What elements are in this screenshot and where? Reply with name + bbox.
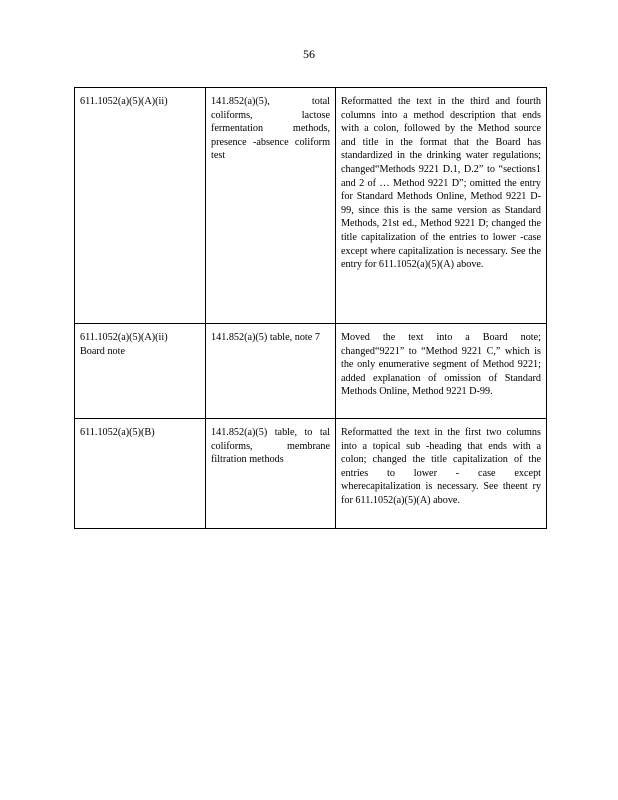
section-cell	[75, 88, 206, 324]
section-reference: 611.1052(a)(5)(B)	[80, 427, 155, 438]
section-note: Board note	[80, 345, 125, 357]
table-row	[75, 419, 547, 529]
source-cell: 141.852(a)(5) table, note 7	[206, 324, 336, 419]
table-row	[75, 88, 547, 324]
page-number: 56	[303, 47, 315, 61]
section-reference: 611.1052(a)(5)(A)(ii)	[80, 332, 168, 343]
table-row	[75, 324, 547, 419]
source-cell: 141.852(a)(5) table, to tal coliforms, membrane filtration methods	[206, 419, 336, 529]
section-cell	[75, 419, 206, 529]
cross-reference-table	[74, 87, 547, 529]
section-reference: 611.1052(a)(5)(A)(ii)	[80, 96, 168, 107]
source-cell: 141.852(a)(5), total coliforms, lactose fermentation methods, presence -absence coliform test	[206, 88, 336, 324]
description-cell: Reformatted the text in the first two columns into a topical sub -heading that ends with a colon; changed the title capitalization of the entries to lower - case except wherecapitalization is necessary. See theent ry for 611.1052(a)(5)(A) above.	[336, 419, 547, 529]
section-cell	[75, 324, 206, 419]
description-cell: Reformatted the text in the third and fourth columns into a method description that ends with a colon, followed by the Method source and title in the format that the Board has standardized in the drinking water regulations; changed“Methods 9221 D.1, D.2” to “sections1 and 2 of … Method 9221 D”; omitted the entry for Standard Methods Online, Method 9221 D-99, since this is the same version as Standard Methods, 21st ed., Method 9221 D; changed the title capitalization of the entries to lower -case except where capitalization is necessary. See the entry for 611.1052(a)(5)(A) above.	[336, 88, 547, 324]
description-cell: Moved the text into a Board note; changed“9221” to “Method 9221 C,” which is the only enumerative segment of Method 9221; added explanation of omission of Standard Methods Online, Method 9221 D-99.	[336, 324, 547, 419]
